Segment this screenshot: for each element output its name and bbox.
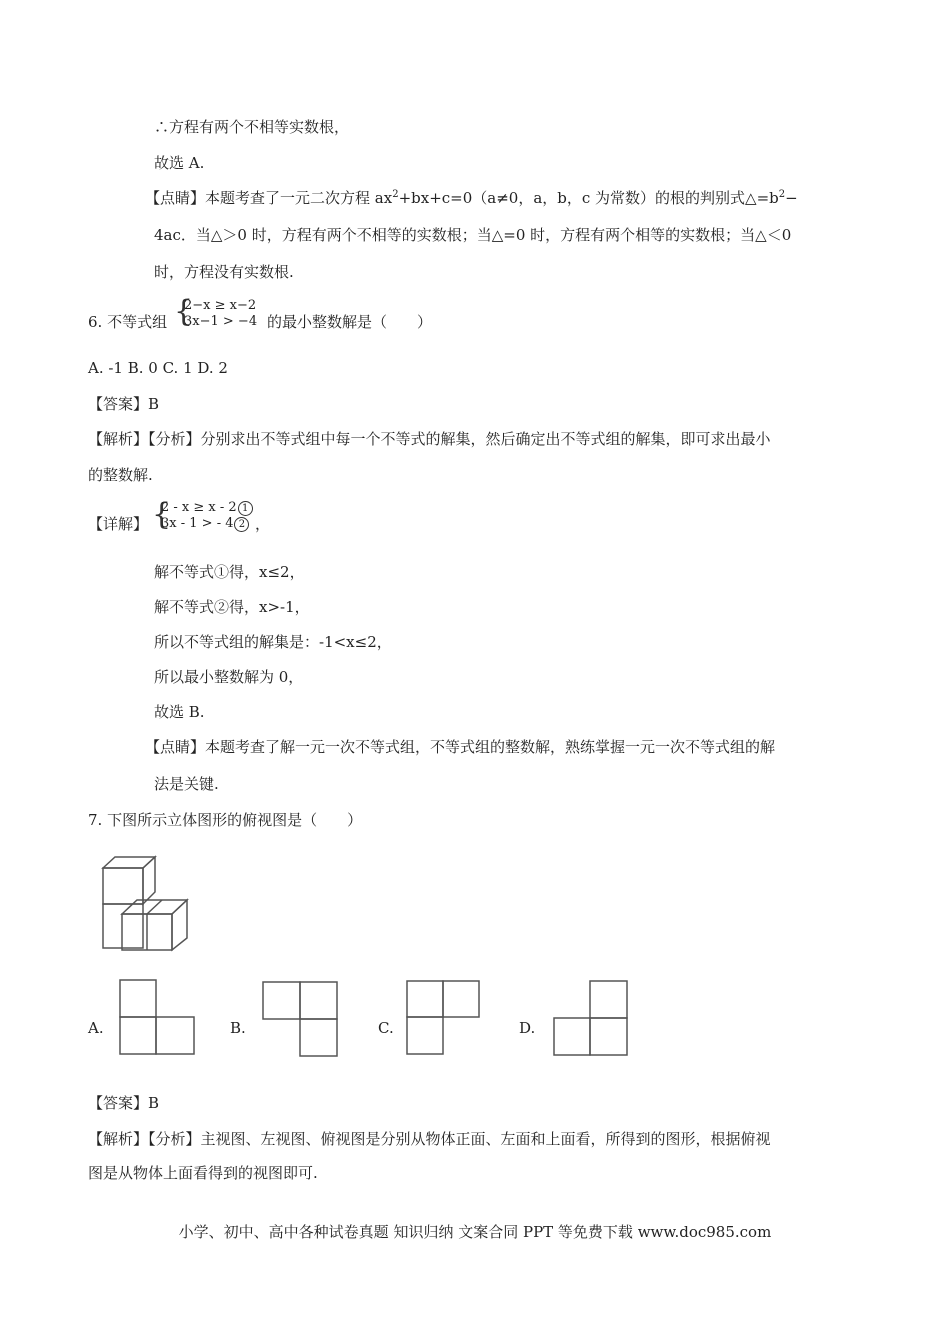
- solution-step: 解不等式②得，x>-1，: [154, 598, 310, 616]
- question-6-options: A. -1 B. 0 C. 1 D. 2: [88, 359, 228, 377]
- circled-number: 2: [234, 517, 249, 532]
- inequality-row-2: 3x−1 > −4: [184, 314, 258, 329]
- inequality-row-1: 2−x ≥ x−2: [184, 298, 257, 313]
- option-b-figure: [261, 980, 341, 1060]
- question-6-prefix: 6. 不等式组: [88, 313, 168, 331]
- system-brace: {: [174, 294, 194, 329]
- analysis-line: 【解析】【分析】主视图、左视图、俯视图是分别从物体正面、左面和上面看，所得到的图形，根据俯视: [88, 1130, 771, 1148]
- analysis-line: 【解析】【分析】分别求出不等式组中每一个不等式的解集，然后确定出不等式组的解集，即可求出最小: [88, 430, 771, 448]
- solution-line: 故选 A.: [154, 154, 205, 172]
- detail-row-2: 3x - 1 > - 4 2: [161, 516, 249, 532]
- solution-step: 所以最小整数解为 0，: [154, 668, 304, 686]
- remark-line: 法是关键.: [154, 775, 219, 793]
- option-a-label: A.: [88, 1019, 104, 1037]
- cube-figure: [95, 852, 195, 954]
- answer-label: 【答案】B: [88, 395, 160, 413]
- answer-label: 【答案】B: [88, 1094, 160, 1112]
- solution-step: 故选 B.: [154, 703, 205, 721]
- solution-step: 解不等式①得，x≤2，: [154, 563, 305, 581]
- detail-comma: ，: [255, 515, 271, 533]
- analysis-line: 的整数解.: [88, 466, 153, 484]
- option-a-figure: [118, 978, 198, 1058]
- option-d-figure: [552, 979, 632, 1059]
- remark-line: 4ac．当△＞0 时，方程有两个不相等的实数根；当△=0 时，方程有两个相等的实数根；当△＜0: [154, 226, 792, 244]
- remark-line: 【点睛】本题考查了解一元一次不等式组，不等式组的整数解，熟练掌握一元一次不等式组的解: [145, 738, 776, 756]
- option-c-label: C.: [378, 1019, 394, 1037]
- option-b-label: B.: [230, 1019, 246, 1037]
- remark-line: 时，方程没有实数根.: [154, 263, 294, 281]
- question-6-suffix: 的最小整数解是（ ）: [267, 313, 433, 331]
- remark-line: 【点睛】本题考查了一元二次方程 $ax^2+bx+c=0(a\ne 0$，a，b，c 为常数）的根的判别式$\triangle=b^2-$: [145, 189, 798, 207]
- question-7-stem: 7. 下图所示立体图形的俯视图是（ ）: [88, 811, 363, 829]
- detail-row-1: 2 - x ≥ x - 2 1: [161, 500, 253, 516]
- analysis-line: 图是从物体上面看得到的视图即可.: [88, 1164, 318, 1182]
- option-d-label: D.: [519, 1019, 536, 1037]
- option-c-figure: [404, 978, 484, 1058]
- page-footer: 小学、初中、高中各种试卷真题 知识归纳 文案合同 PPT 等免费下载 www.doc985.com: [178, 1223, 772, 1241]
- system-brace: {: [152, 497, 172, 532]
- solution-line: ∴方程有两个不相等实数根，: [154, 118, 350, 136]
- solution-step: 所以不等式组的解集是：-1<x≤2，: [154, 633, 392, 651]
- detail-label: 【详解】: [88, 515, 149, 533]
- circled-number: 1: [238, 501, 253, 516]
